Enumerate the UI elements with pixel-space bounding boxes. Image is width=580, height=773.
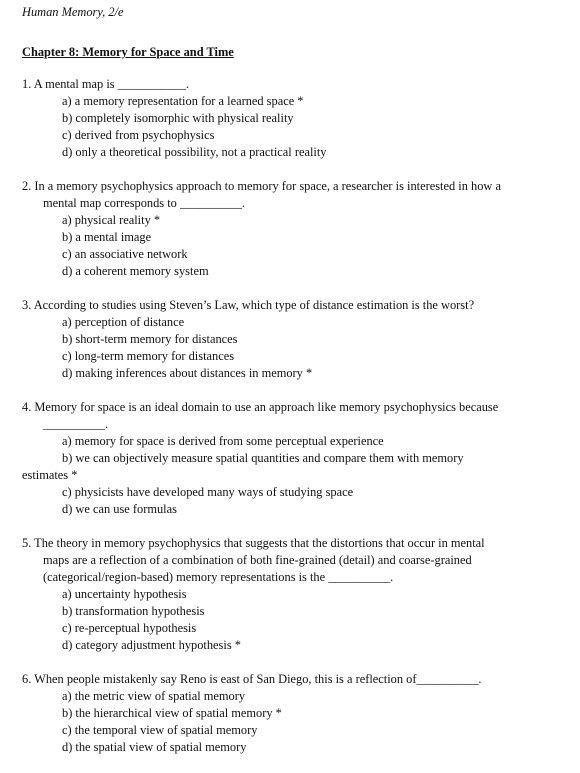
stem-line: maps are a reflection of a combination of both fine-grained (detail) and coarse-grained xyxy=(43,553,472,567)
answer-option-b: b) a mental image xyxy=(62,230,152,244)
answer-option-c: c) an associative network xyxy=(62,247,188,261)
answer-option-c: c) derived from psychophysics xyxy=(62,128,215,142)
answer-option-c: c) re-perceptual hypothesis xyxy=(62,621,197,635)
stem-line: 2. In a memory psychophysics approach to memory for space, a researcher is interested in how a xyxy=(22,179,501,193)
answer-option-a: a) physical reality * xyxy=(62,213,161,227)
question-stem xyxy=(22,76,562,93)
question-stem xyxy=(22,297,562,314)
question-4 xyxy=(22,399,562,518)
question-stem xyxy=(22,178,562,212)
stem-line: 4. Memory for space is an ideal domain to use an approach like memory psychophysics because xyxy=(22,400,499,414)
answer-option-d: d) category adjustment hypothesis * xyxy=(62,638,241,652)
stem-line: 6. When people mistakenly say Reno is east of San Diego, this is a reflection of__________. xyxy=(22,672,482,686)
answer-option-d: d) only a theoretical possibility, not a practical reality xyxy=(62,145,327,159)
question-2 xyxy=(22,178,562,280)
question-stem xyxy=(22,399,562,433)
answer-option-a: a) uncertainty hypothesis xyxy=(62,587,187,601)
answer-option-b-continued: estimates * xyxy=(22,468,78,482)
answer-option-c: c) long-term memory for distances xyxy=(62,349,235,363)
book-header: Human Memory, 2/e xyxy=(22,5,124,19)
answer-option-a: a) perception of distance xyxy=(62,315,185,329)
stem-line: 3. According to studies using Steven’s Law, which type of distance estimation is the worst? xyxy=(22,298,475,312)
answer-option-a: a) the metric view of spatial memory xyxy=(62,689,246,703)
question-1 xyxy=(22,76,562,161)
answer-option-c: c) the temporal view of spatial memory xyxy=(62,723,258,737)
question-3 xyxy=(22,297,562,382)
answer-option-d: d) a coherent memory system xyxy=(62,264,209,278)
answer-option-d: d) the spatial view of spatial memory xyxy=(62,740,247,754)
chapter-title: Chapter 8: Memory for Space and Time xyxy=(22,45,234,59)
question-6 xyxy=(22,671,562,756)
answer-option-b: b) the hierarchical view of spatial memory * xyxy=(62,706,282,720)
answer-option-a: a) memory for space is derived from some perceptual experience xyxy=(62,434,384,448)
answer-option-d: d) making inferences about distances in memory * xyxy=(62,366,313,380)
stem-line: 5. The theory in memory psychophysics that suggests that the distortions that occur in mental xyxy=(22,536,485,550)
question-stem xyxy=(22,671,562,688)
answer-option-b: b) we can objectively measure spatial quantities and compare them with memory xyxy=(62,451,464,465)
stem-line: (categorical/region-based) memory representations is the __________. xyxy=(43,570,394,584)
answer-option-b: b) completely isomorphic with physical reality xyxy=(62,111,294,125)
answer-option-b: b) transformation hypothesis xyxy=(62,604,205,618)
answer-option-d: d) we can use formulas xyxy=(62,502,177,516)
answer-option-b: b) short-term memory for distances xyxy=(62,332,238,346)
stem-line: mental map corresponds to __________. xyxy=(43,196,246,210)
answer-option-c: c) physicists have developed many ways of studying space xyxy=(62,485,354,499)
stem-line: __________. xyxy=(43,417,109,431)
question-stem xyxy=(22,535,562,586)
stem-line: 1. A mental map is ___________. xyxy=(22,77,189,91)
question-5 xyxy=(22,535,562,654)
answer-option-a: a) a memory representation for a learned space * xyxy=(62,94,304,108)
